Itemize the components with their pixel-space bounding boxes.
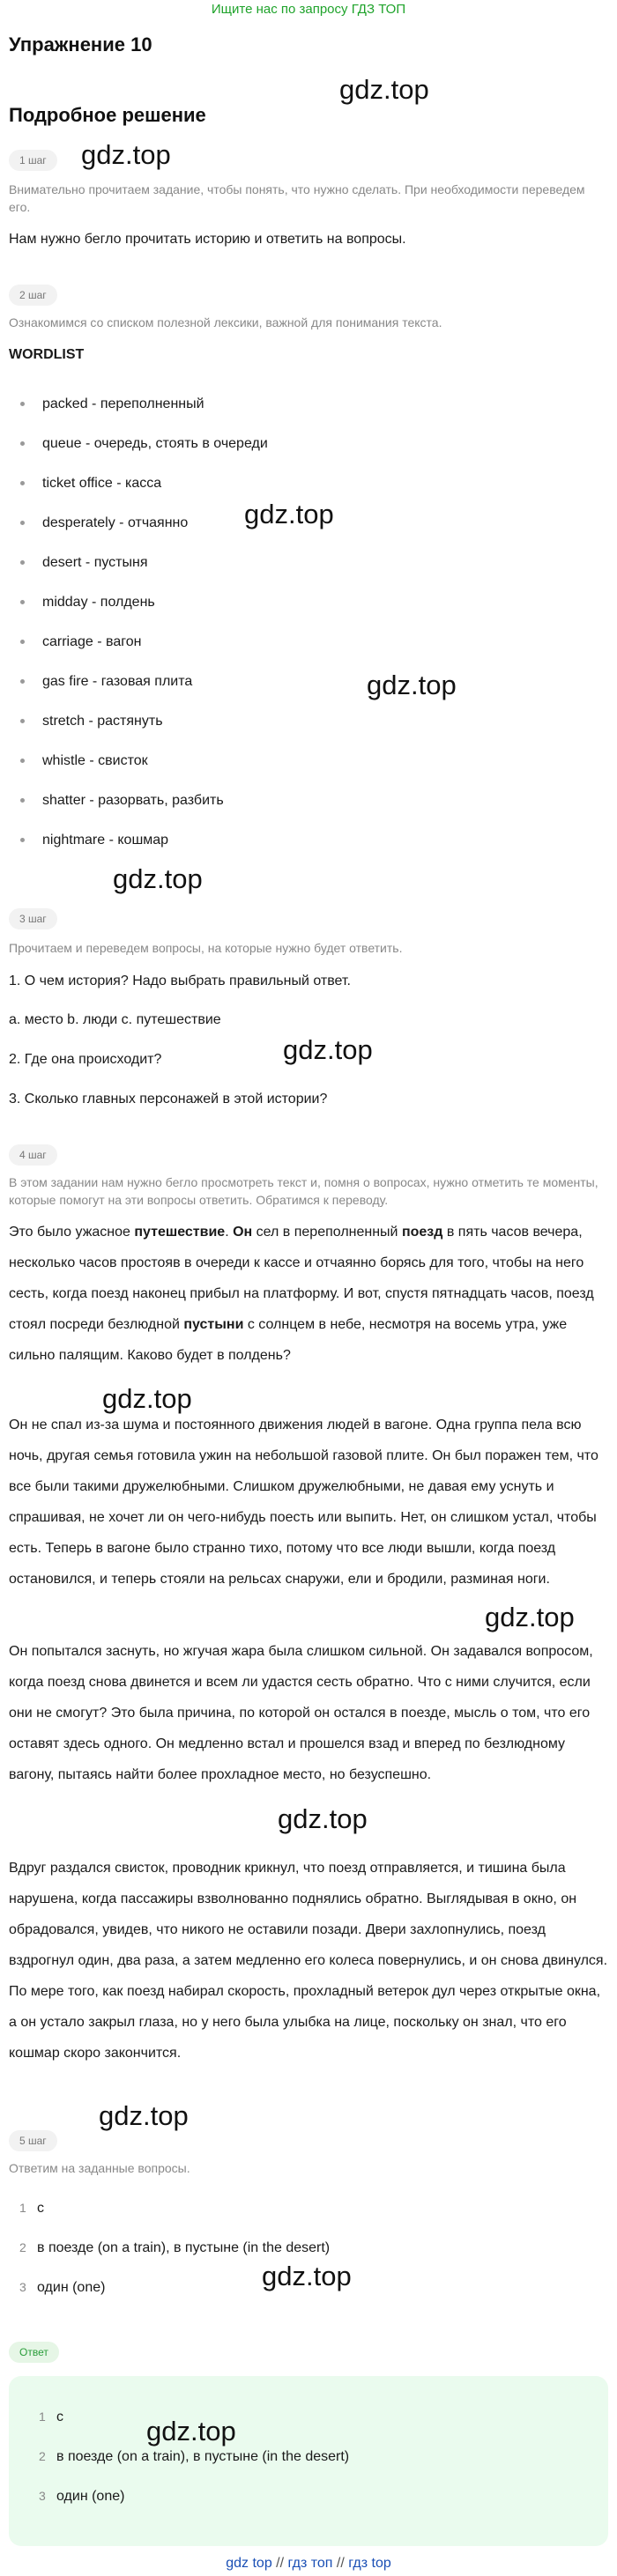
step-hint-4: В этом задании нам нужно бегло просмотреть текст и, помня о вопросах, нужно отметить те моменты, которые помогут на эти вопросы ответить. Обратимся к переводу. <box>9 1175 598 1207</box>
wordlist-item: queue - очередь, стоять в очереди <box>9 424 573 463</box>
step-badge-5: 5 шаг <box>9 2130 57 2151</box>
wordlist-item: packed - переполненный <box>9 384 573 424</box>
wordlist-item: whistle - свисток <box>9 741 573 781</box>
footer-links <box>0 2551 617 2576</box>
watermark: gdz.top <box>339 74 429 105</box>
step-badge-2: 2 шаг <box>9 285 57 306</box>
watermark: gdz.top <box>146 2416 236 2446</box>
wordlist-item: nightmare - кошмар <box>9 820 573 860</box>
list-item: 1 c <box>39 2409 63 2424</box>
watermark: gdz.top <box>367 670 457 700</box>
story-paragraph-4: Вдруг раздался свисток, проводник крикнул, что поезд отправляется, и тишина была нарушена, когда пассажиры взволнованно поднялись обратно. Выглядывая в окно, он обрадовался, увидев, что никого не оставили позади. Двери захлопнулись, поезд вздрогнул один, два раза, а затем медленно его колеса повернулись, и он снова двинулся. По мере того, как поезд набирал скорость, прохладный ветерок дул через открытые окна, а он устало закрыл глаза, но у него была улыбка на лице, поскольку он знал, что его кошмар скоро закончится. <box>9 1861 608 2061</box>
wordlist-item: desert - пустыня <box>9 543 573 582</box>
wordlist-item: desperately - отчаянно <box>9 503 573 543</box>
wordlist-item: carriage - вагон <box>9 622 573 662</box>
list-item: 2 в поезде (on a train), в пустыне (in the desert) <box>39 2449 350 2464</box>
question-2: 2. Где она происходит? <box>9 1052 162 1067</box>
section-title: Подробное решение <box>9 104 206 126</box>
question-3: 3. Сколько главных персонажей в этой истории? <box>9 1092 328 1107</box>
list-item: 3 один (one) <box>19 2280 106 2295</box>
watermark: gdz.top <box>81 139 171 170</box>
step-badge-1: 1 шаг <box>9 150 57 171</box>
watermark: gdz.top <box>244 499 334 529</box>
step-hint-1: Внимательно прочитаем задание, чтобы понять, что нужно сделать. При необходимости переведем его. <box>9 182 585 214</box>
wordlist <box>9 384 573 860</box>
wordlist-item: midday - полдень <box>9 582 573 622</box>
wordlist-title: WORDLIST <box>9 347 85 362</box>
wordlist-item: stretch - растянуть <box>9 701 573 741</box>
wordlist-item: ticket office - касса <box>9 463 573 503</box>
watermark: gdz.top <box>485 1602 575 1632</box>
footer-link[interactable]: gdz top <box>226 2556 272 2571</box>
step-hint-3: Прочитаем и переведем вопросы, на которые нужно будет ответить. <box>9 941 403 955</box>
footer-separator: // <box>276 2556 285 2571</box>
step-hint-2: Ознакомимся со списком полезной лексики, важной для понимания текста. <box>9 315 442 329</box>
answer-box <box>9 2376 608 2546</box>
answer-badge: Ответ <box>9 2342 59 2363</box>
step-text-1: Нам нужно бегло прочитать историю и ответить на вопросы. <box>9 232 406 247</box>
wordlist-item: shatter - разорвать, разбить <box>9 781 573 820</box>
watermark: gdz.top <box>99 2100 189 2131</box>
watermark: gdz.top <box>283 1034 373 1065</box>
wordlist-item: gas fire - газовая плита <box>9 662 573 701</box>
watermark: gdz.top <box>278 1803 368 1834</box>
story-paragraph-2: Он не спал из-за шума и постоянного движения людей в вагоне. Одна группа пела всю ночь, другая семья готовила ужин на небольшой газовой плите. Он был поражен тем, что все были такими дружелюбными. Слишком дружелюбными, не давая ему уснуть и спрашивая, не хочет ли он чего-нибудь поесть или выпить. Нет, он слишком устал, чтобы есть. Теперь в вагоне было странно тихо, потому что все люди вышли, когда поезд остановился, и теперь стояли на рельсах снаружи, ели и бродили, разминая ноги. <box>9 1418 598 1587</box>
question-1-options: a. место b. люди c. путешествие <box>9 1012 221 1027</box>
search-hint-link[interactable]: Ищите нас по запросу ГДЗ ТОП <box>211 2 406 17</box>
step-badge-3: 3 шаг <box>9 908 57 929</box>
question-1: 1. О чем история? Надо выбрать правильный ответ. <box>9 973 351 988</box>
story-paragraph-3: Он попытался заснуть, но жгучая жара была слишком сильной. Он задавался вопросом, когда поезд снова двинется и всем ли удастся сесть обратно. Что с ними случится, если они не смогут? Это была причина, по которой он остался в поезде, мысль о том, что его оставят здесь одного. Он медленно встал и прошелся взад и вперед по безлюдному вагону, пытаясь найти более прохладное место, но безуспешно. <box>9 1644 593 1782</box>
watermark: gdz.top <box>102 1383 192 1414</box>
step-hint-5: Ответим на заданные вопросы. <box>9 2161 190 2175</box>
footer-link[interactable]: гдз топ <box>287 2556 333 2571</box>
footer-separator: // <box>336 2556 345 2571</box>
footer-link[interactable]: гдз top <box>348 2556 391 2571</box>
list-item: 2 в поезде (on a train), в пустыне (in the desert) <box>19 2240 331 2255</box>
page-title: Упражнение 10 <box>9 33 152 56</box>
story-paragraph-1: Это было ужасное путешествие. Он сел в переполненный поезд в пять часов вечера, несколько часов простояв в очереди к кассе и отчаянно борясь для того, чтобы на него сесть, когда поезд наконец прибыл на платформу. И вот, спустя пятнадцать часов, поезд стоял посреди безлюдной пустыни с солнцем в небе, несмотря на восемь утра, уже сильно палящим. Каково будет в полдень? <box>9 1225 594 1363</box>
list-item: 1 c <box>19 2201 44 2216</box>
list-item: 3 один (one) <box>39 2489 125 2504</box>
watermark: gdz.top <box>113 863 203 894</box>
watermark: gdz.top <box>262 2261 352 2291</box>
step-badge-4: 4 шаг <box>9 1144 57 1166</box>
